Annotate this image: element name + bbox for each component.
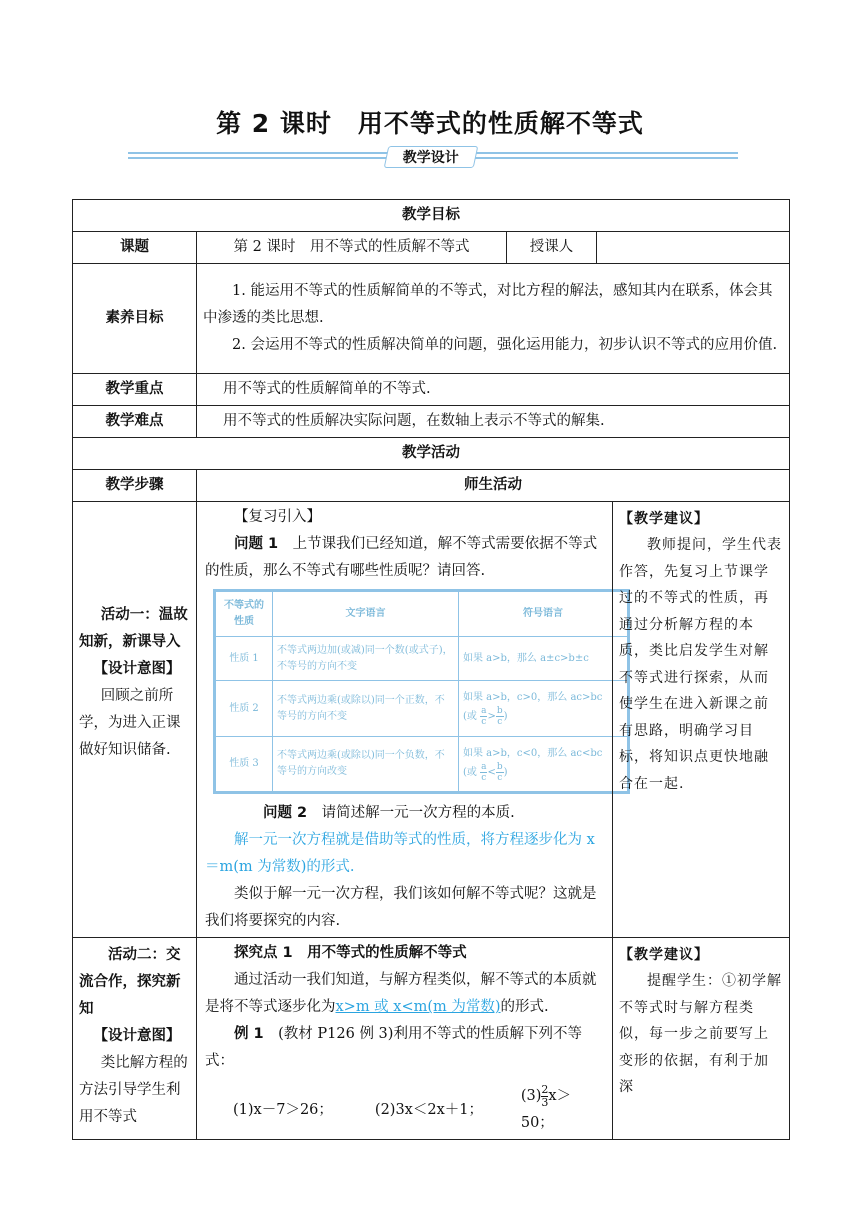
tip-2-label: 【教学建议】: [619, 947, 709, 963]
prop-1-name: 性质 1: [215, 637, 273, 681]
point-desc: 通过活动一我们知道，与解方程类似，解不等式的本质就是将不等式逐步化为: [205, 972, 597, 1015]
q2-answer: 解一元一次方程就是借助等式的性质，将方程逐步化为 x＝m(m 为常数)的形式.: [205, 832, 595, 875]
teacher-value: [597, 232, 790, 264]
prop-1-text: 不等式两边加(或减)同一个数(或式子)，不等号的方向不变: [273, 637, 459, 681]
page-title: 第 2 课时 用不等式的性质解不等式: [216, 109, 644, 138]
prop-2-fraction: (或 $\frac{a}{c}$ > $\frac{b}{c}$ ): [463, 706, 508, 727]
review-label: 【复习引入】: [234, 509, 321, 525]
example-items: [205, 1083, 604, 1137]
activity-1-intent: 回顾之前所学，为进入正课做好知识储备.: [79, 688, 181, 758]
literacy-goal-1: 1. 能运用不等式的性质解简单的不等式，对比方程的解法，感知其内在联系，体会其中渗透的类比思想.: [203, 283, 773, 326]
q1-text: 上节课我们已经知道，解不等式需要依据不等式的性质，那么不等式有哪些性质呢？请回答.: [205, 536, 598, 579]
activities-header: 教学活动: [73, 438, 790, 470]
difficulty-value: 用不等式的性质解决实际问题，在数轴上表示不等式的解集.: [197, 406, 790, 438]
topic-label: 课题: [73, 232, 197, 264]
example-label: 例 1: [234, 1026, 264, 1042]
steps-label: 教学步骤: [73, 470, 197, 502]
literacy-label: 素养目标: [73, 264, 197, 374]
props-header-3: 符号语言: [459, 591, 629, 637]
prop-2-text: 不等式两边乘(或除以)同一个正数，不等号的方向不变: [273, 681, 459, 737]
literacy-goal-2: 2. 会运用不等式的性质解决简单的问题，强化运用能力，初步认识不等式的应用价值.: [232, 337, 778, 353]
props-header-2: 文字语言: [273, 591, 459, 637]
activity-2-tip: [613, 938, 790, 1140]
banner-tag: 教学设计: [384, 146, 479, 168]
q1-label: 问题 1: [234, 536, 279, 552]
prop-2-symbol: 如果 a>b，c>0，那么 ac>bc: [463, 692, 603, 703]
tip-1-label: 【教学建议】: [619, 511, 709, 527]
section-banner: [128, 146, 738, 168]
example-text: (教材 P126 例 3)利用不等式的性质解下列不等式：: [205, 1026, 582, 1069]
prop-3-symbol-cell: [459, 737, 629, 793]
point-desc-highlight: x>m 或 x<m(m 为常数): [335, 999, 501, 1015]
prop-2-symbol-cell: [459, 681, 629, 737]
prop-3-name: 性质 3: [215, 737, 273, 793]
transition-text: 类似于解一元一次方程，我们该如何解不等式呢？这就是我们将要探究的内容.: [205, 886, 597, 929]
prop-3-fraction: (或 $\frac{a}{c}$ < $\frac{b}{c}$ ): [463, 761, 508, 783]
goals-header: 教学目标: [73, 200, 790, 232]
activity-1-content: [197, 502, 613, 938]
prop-2-name: 性质 2: [215, 681, 273, 737]
key-label: 教学重点: [73, 374, 197, 406]
activity-2-intent: 类比解方程的方法引导学生利用不等式: [79, 1055, 188, 1125]
activity-1-name: 活动一：温故知新，新课导入: [79, 607, 188, 650]
q2-text: 请简述解一元一次方程的本质.: [321, 805, 515, 821]
example-item-1: (1)x－7＞26；: [233, 1101, 333, 1118]
point-label: 探究点 1: [234, 945, 293, 961]
prop-1-symbol: 如果 a>b，那么 a±c>b±c: [459, 637, 629, 681]
activity-2-intent-label: 【设计意图】: [93, 1028, 181, 1044]
example-item-3: (3) $\frac{2}{3}$ x＞50；: [520, 1082, 572, 1131]
q2-label: 问题 2: [263, 805, 308, 821]
activity-2-content: [197, 938, 613, 1140]
properties-table: [213, 589, 630, 794]
point-desc-end: 的形式.: [500, 999, 549, 1015]
tip-1-text: 教师提问，学生代表作答，先复习上节课学过的不等式的性质，再通过分析解方程的本质，类比启发学生对解不等式进行探索，从而使学生在进入新课之前有思路，明确学习目标，将知识点更快地融合在一起.: [619, 537, 782, 792]
activity-2-cell: [73, 938, 197, 1140]
prop-3-text: 不等式两边乘(或除以)同一个负数，不等号的方向改变: [273, 737, 459, 793]
activity-1-intent-label: 【设计意图】: [93, 661, 181, 677]
point-text: 用不等式的性质解不等式: [307, 945, 467, 961]
props-header-1: 不等式的性质: [215, 591, 273, 637]
teacher-label: 授课人: [507, 232, 597, 264]
topic-value: 第 2 课时 用不等式的性质解不等式: [197, 232, 507, 264]
lesson-plan-table: [72, 199, 790, 1140]
key-value: 用不等式的性质解简单的不等式.: [197, 374, 790, 406]
difficulty-label: 教学难点: [73, 406, 197, 438]
activity-label: 师生活动: [197, 470, 790, 502]
tip-2-text: 提醒学生：①初学解不等式时与解方程类似，每一步之前要写上变形的依据，有利于加深: [619, 973, 782, 1095]
prop-3-symbol: 如果 a>b，c<0，那么 ac<bc: [463, 747, 603, 759]
activity-1-tip: [613, 502, 790, 938]
activity-2-name: 活动二：交流合作，探究新知: [79, 947, 181, 1017]
activity-1-cell: [73, 502, 197, 938]
example-item-2: (2)3x＜2x＋1；: [374, 1101, 483, 1118]
